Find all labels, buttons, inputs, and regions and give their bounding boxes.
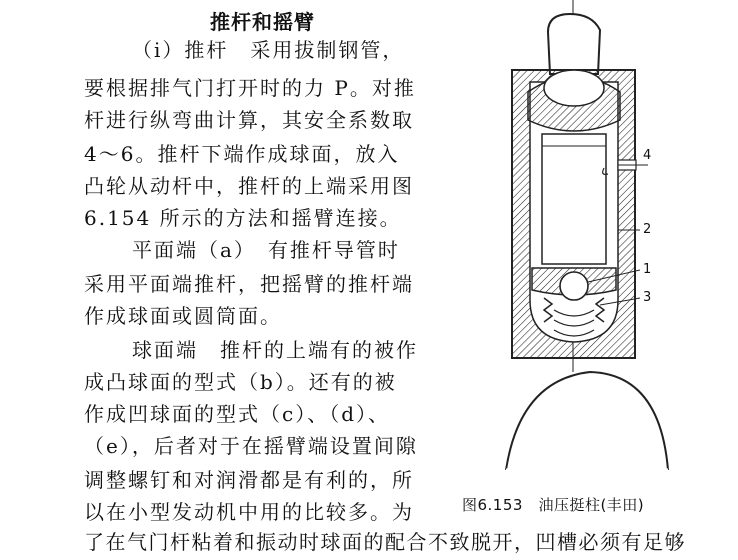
p3-line-5: 调整螺钉和对润滑都是有利的，所: [84, 468, 414, 492]
p1-line-6: 6.154 所示的方法和摇臂连接。: [84, 206, 402, 230]
callout-1: 1: [643, 262, 652, 277]
p3-line-2: 成凸球面的型式（b）。还有的被: [84, 370, 397, 394]
p2-line-1: 平面端（a） 有推杆导管时: [132, 238, 400, 262]
check-ball: [560, 272, 588, 300]
p3-line-6: 以在小型发动机中用的比较多。为: [84, 500, 414, 524]
plunger: [542, 134, 606, 264]
callout-3: 3: [643, 290, 652, 305]
callout-2: 2: [643, 222, 652, 237]
figure-caption: 图6.153 油压挺柱(丰田): [462, 496, 645, 514]
tappet-figure: [470, 0, 738, 500]
p3-line-3: 作成凹球面的型式（c）、（d）、: [84, 402, 391, 426]
tappet-drawing: [470, 0, 738, 500]
p1-line-4: 4～6。推杆下端作成球面，放入: [84, 142, 400, 166]
cam-lobe: [506, 372, 668, 470]
full-width-line: 了在气门杆粘着和振动时球面的配合不致脱开，凹槽必须有足够: [84, 530, 686, 554]
p1-line-3: 杆进行纵弯曲计算，其安全系数取: [84, 108, 414, 132]
p2-line-2: 采用平面端推杆，把摇臂的推杆端: [84, 272, 414, 296]
section-heading: 推杆和摇臂: [210, 10, 315, 34]
p3-line-4: （e），后者对于在摇臂端设置间隙: [84, 434, 418, 458]
push-rod: [548, 14, 600, 74]
p3-line-1: 球面端 推杆的上端有的被作: [132, 338, 418, 362]
p1-line-1: （i）推杆 采用拔制钢管，: [132, 38, 405, 62]
p1-line-5: 凸轮从动杆中，推杆的上端采用图: [84, 174, 414, 198]
callout-4: 4: [643, 148, 652, 163]
p2-line-3: 作成球面或圆筒面。: [84, 304, 282, 328]
p1-line-2: 要根据排气门打开时的力 P。对推: [84, 76, 416, 100]
